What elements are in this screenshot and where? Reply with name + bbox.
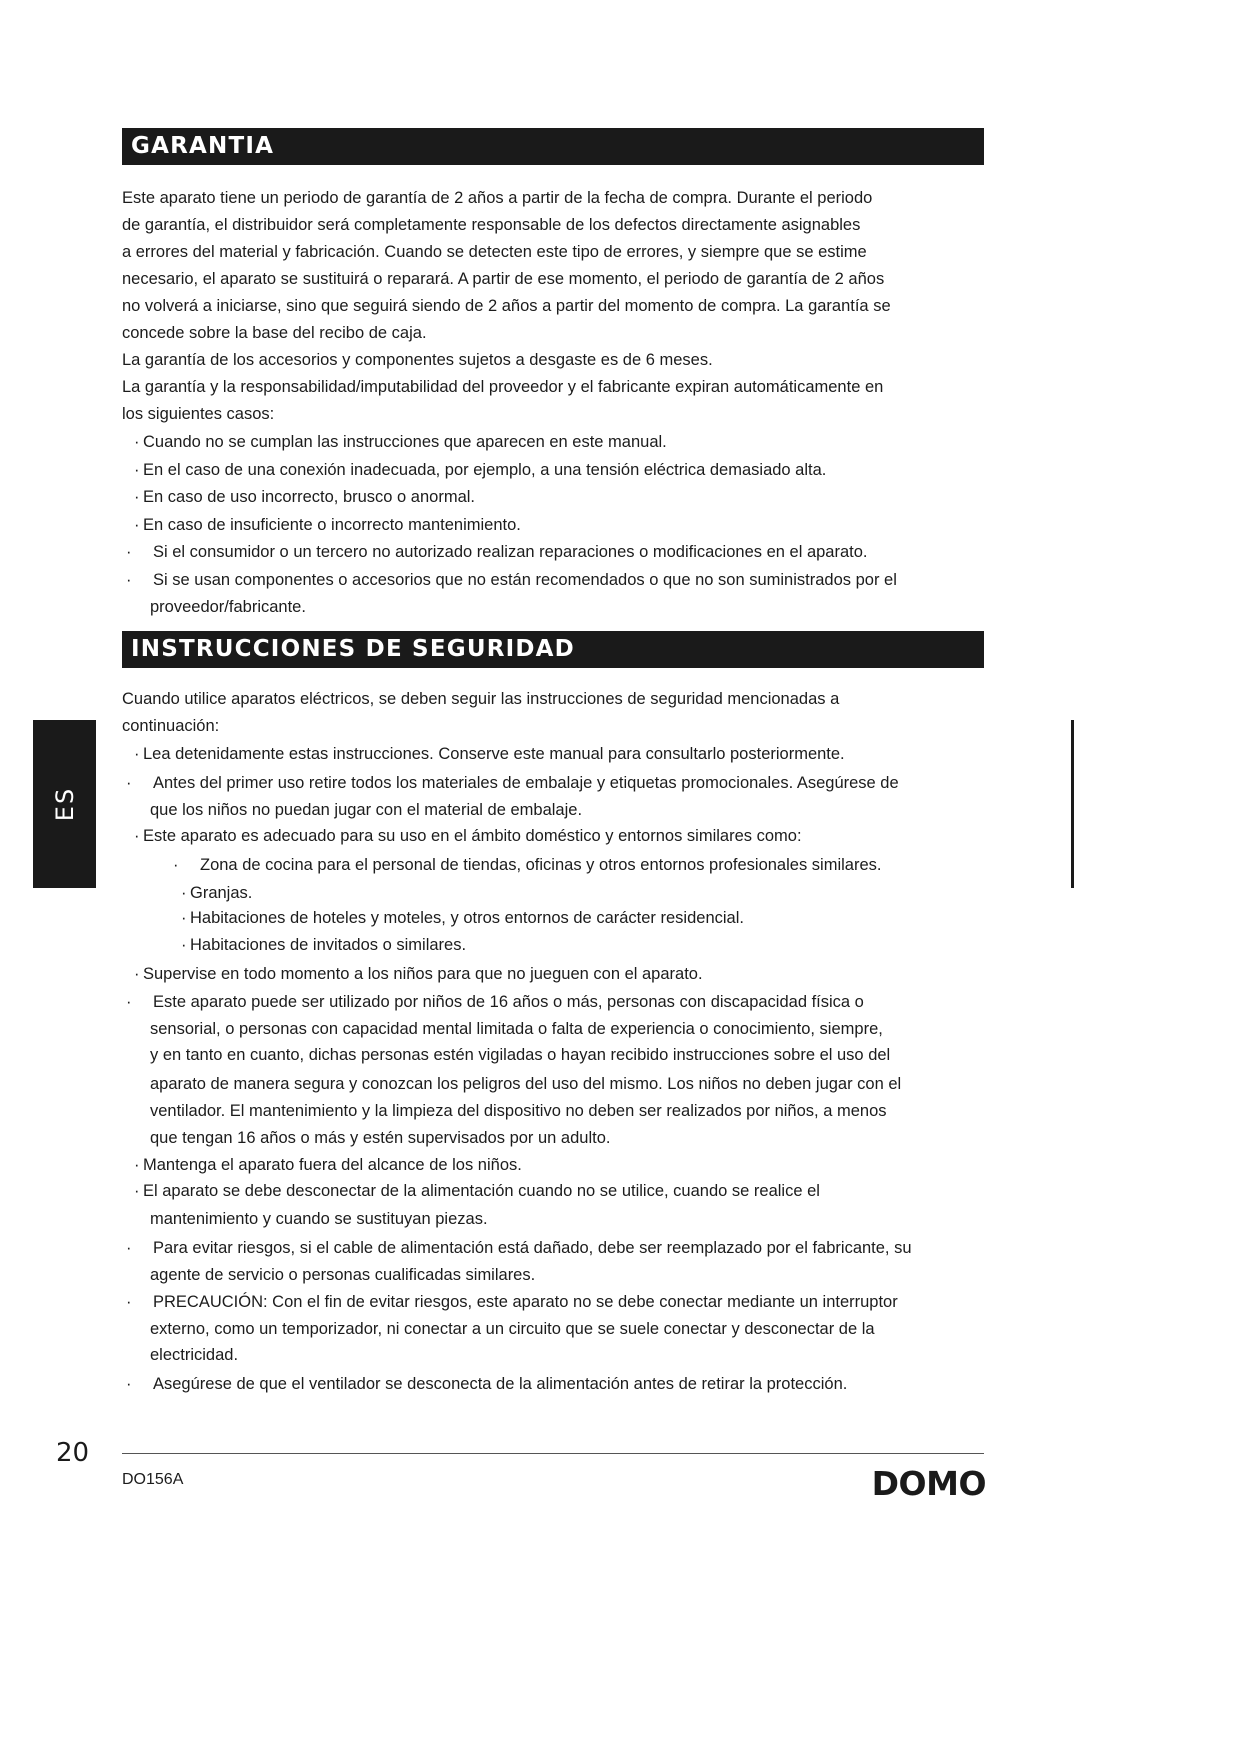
bullet-dot: · xyxy=(134,433,140,451)
sub-list-item: Zona de cocina para el personal de tiendas, oficinas y otros entornos profesionales similares. xyxy=(200,856,882,874)
sub-list-item: Habitaciones de hoteles y moteles, y otros entornos de carácter residencial. xyxy=(190,909,744,927)
paragraph-line: continuación: xyxy=(122,717,220,735)
bullet-dot: · xyxy=(134,488,140,506)
paragraph-line: de garantía, el distribuidor será completamente responsable de los defectos directamente asignables xyxy=(122,216,861,234)
sub-bullet-dot: · xyxy=(181,936,187,954)
bullet-dot: · xyxy=(134,965,140,983)
sub-bullet-dot: · xyxy=(173,856,179,874)
paragraph-line: La garantía de los accesorios y componentes sujetos a desgaste es de 6 meses. xyxy=(122,351,713,369)
bullet-dot: · xyxy=(126,1375,132,1393)
section-heading-garantia: GARANTIA xyxy=(122,128,984,165)
list-item-continuation: y en tanto en cuanto, dichas personas estén vigiladas o hayan recibido instrucciones sobre el uso del xyxy=(150,1046,891,1064)
bullet-dot: · xyxy=(126,1239,132,1257)
brand-logo: DOMO xyxy=(871,1464,986,1503)
list-item: En caso de insuficiente o incorrecto mantenimiento. xyxy=(143,516,521,534)
language-tab-label: ES xyxy=(50,786,79,822)
list-item-continuation: mantenimiento y cuando se sustituyan piezas. xyxy=(150,1210,488,1228)
list-item: Antes del primer uso retire todos los materiales de embalaje y etiquetas promocionales. Asegúrese de xyxy=(153,774,899,792)
list-item-continuation: sensorial, o personas con capacidad mental limitada o falta de experiencia o conocimiento, siempre, xyxy=(150,1020,883,1038)
list-item: Este aparato puede ser utilizado por niños de 16 años o más, personas con discapacidad física o xyxy=(153,993,864,1011)
paragraph-line: La garantía y la responsabilidad/imputabilidad del proveedor y el fabricante expiran automáticamente en xyxy=(122,378,884,396)
list-item: Mantenga el aparato fuera del alcance de los niños. xyxy=(143,1156,522,1174)
list-item-continuation: ventilador. El mantenimiento y la limpieza del dispositivo no deben ser realizados por niños, a menos xyxy=(150,1102,887,1120)
sub-bullet-dot: · xyxy=(181,909,187,927)
model-number: DO156A xyxy=(122,1471,184,1488)
bullet-dot: · xyxy=(126,543,132,561)
bullet-dot: · xyxy=(126,993,132,1011)
list-item-continuation: agente de servicio o personas cualificadas similares. xyxy=(150,1266,536,1284)
footer-divider xyxy=(122,1453,984,1454)
list-item: En caso de uso incorrecto, brusco o anormal. xyxy=(143,488,476,506)
list-item: Si el consumidor o un tercero no autorizado realizan reparaciones o modificaciones en el aparato. xyxy=(153,543,868,561)
sub-list-item: Granjas. xyxy=(190,884,253,902)
section-heading-seguridad: INSTRUCCIONES DE SEGURIDAD xyxy=(122,631,984,668)
list-item: PRECAUCIÓN: Con el fin de evitar riesgos, este aparato no se debe conectar mediante un interruptor xyxy=(153,1293,898,1311)
list-item: Lea detenidamente estas instrucciones. Conserve este manual para consultarlo posteriormente. xyxy=(143,745,845,763)
list-item: Si se usan componentes o accesorios que no están recomendados o que no son suministrados por el xyxy=(153,571,897,589)
paragraph-line: necesario, el aparato se sustituirá o reparará. A partir de ese momento, el periodo de garantía de 2 años xyxy=(122,270,885,288)
paragraph-line: concede sobre la base del recibo de caja. xyxy=(122,324,427,342)
list-item: Este aparato es adecuado para su uso en el ámbito doméstico y entornos similares como: xyxy=(143,827,802,845)
bullet-dot: · xyxy=(134,461,140,479)
bullet-dot: · xyxy=(134,1156,140,1174)
list-item-continuation: proveedor/fabricante. xyxy=(150,598,306,616)
sub-list-item: Habitaciones de invitados o similares. xyxy=(190,936,467,954)
list-item-continuation: externo, como un temporizador, ni conectar a un circuito que se suele conectar y desconectar de la xyxy=(150,1320,875,1338)
list-item: Para evitar riesgos, si el cable de alimentación está dañado, debe ser reemplazado por el fabricante, su xyxy=(153,1239,912,1257)
list-item-continuation: que tengan 16 años o más y estén supervisados por un adulto. xyxy=(150,1129,611,1147)
paragraph-line: Este aparato tiene un periodo de garantía de 2 años a partir de la fecha de compra. Durante el periodo xyxy=(122,189,873,207)
bullet-dot: · xyxy=(126,774,132,792)
paragraph-line: Cuando utilice aparatos eléctricos, se deben seguir las instrucciones de seguridad mencionadas a xyxy=(122,690,840,708)
paragraph-line: los siguientes casos: xyxy=(122,405,275,423)
bullet-dot: · xyxy=(134,516,140,534)
paragraph-line: a errores del material y fabricación. Cuando se detecten este tipo de errores, y siempre que se estime xyxy=(122,243,867,261)
bullet-dot: · xyxy=(134,745,140,763)
list-item-continuation: aparato de manera segura y conozcan los peligros del uso del mismo. Los niños no deben jugar con el xyxy=(150,1075,902,1093)
list-item-continuation: electricidad. xyxy=(150,1346,239,1364)
page-number: 20 xyxy=(56,1438,90,1468)
list-item: Cuando no se cumplan las instrucciones que aparecen en este manual. xyxy=(143,433,667,451)
language-tab xyxy=(33,720,96,888)
list-item: En el caso de una conexión inadecuada, por ejemplo, a una tensión eléctrica demasiado alta. xyxy=(143,461,827,479)
list-item: El aparato se debe desconectar de la alimentación cuando no se utilice, cuando se realice el xyxy=(143,1182,820,1200)
margin-rule xyxy=(1071,720,1074,888)
bullet-dot: · xyxy=(134,827,140,845)
list-item: Supervise en todo momento a los niños para que no jueguen con el aparato. xyxy=(143,965,703,983)
bullet-dot: · xyxy=(126,571,132,589)
list-item: Asegúrese de que el ventilador se desconecta de la alimentación antes de retirar la protección. xyxy=(153,1375,848,1393)
sub-bullet-dot: · xyxy=(181,884,187,902)
bullet-dot: · xyxy=(126,1293,132,1311)
list-item-continuation: que los niños no puedan jugar con el material de embalaje. xyxy=(150,801,583,819)
paragraph-line: no volverá a iniciarse, sino que seguirá siendo de 2 años a partir del momento de compra. La garantía se xyxy=(122,297,891,315)
bullet-dot: · xyxy=(134,1182,140,1200)
